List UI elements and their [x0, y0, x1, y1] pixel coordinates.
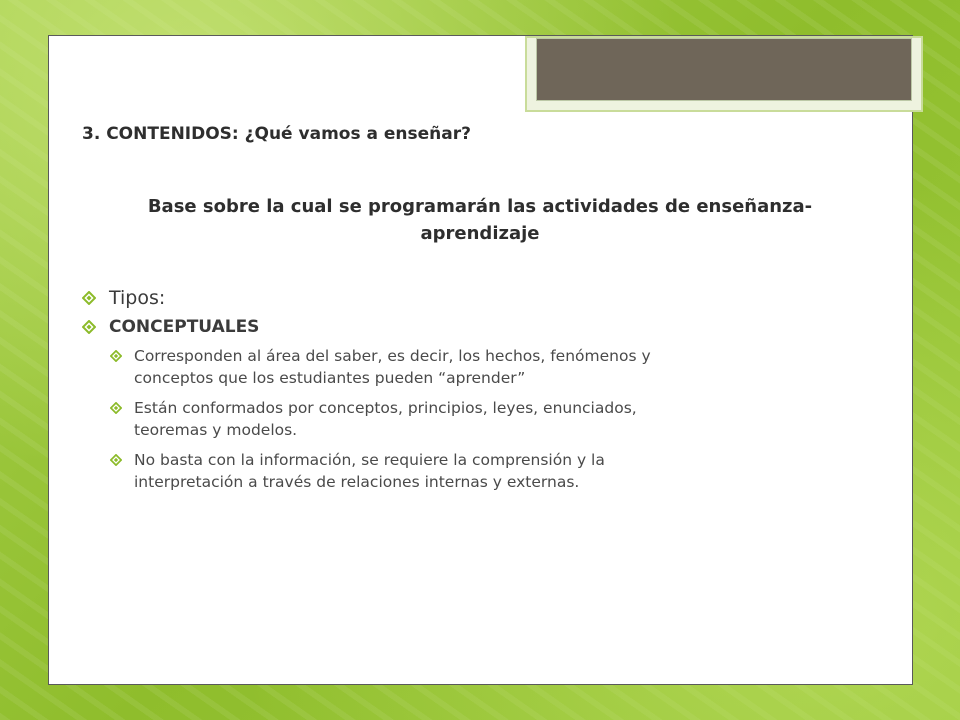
photo-placeholder-frame	[525, 36, 923, 112]
slide-subtitle	[80, 193, 880, 247]
photo-placeholder-image	[536, 38, 912, 101]
sub-bullet-text	[134, 345, 651, 389]
diamond-bullet-icon	[110, 449, 134, 493]
diamond-bullet-icon	[82, 320, 109, 334]
diamond-bullet-icon	[82, 291, 109, 305]
sub-bullet-line: Corresponden al área del saber, es decir, los hechos, fenómenos y	[134, 347, 651, 365]
bullet-list	[82, 287, 862, 501]
subtitle-line-1: Base sobre la cual se programarán las actividades de enseñanza-	[147, 196, 813, 217]
sub-bullet-item	[110, 397, 862, 441]
bullet-item-tipos	[82, 287, 862, 309]
sub-bullet-line: conceptos que los estudiantes pueden “aprender”	[134, 369, 526, 387]
sub-bullet-line: teoremas y modelos.	[134, 421, 298, 439]
diamond-bullet-icon	[110, 345, 134, 389]
slide-heading: 3. CONTENIDOS: ¿Qué vamos a enseñar?	[82, 124, 471, 144]
sub-bullet-line: interpretación a través de relaciones internas y externas.	[134, 473, 580, 491]
sub-bullet-item	[110, 345, 862, 389]
sub-bullet-text	[134, 397, 637, 441]
sub-bullet-list	[110, 345, 862, 493]
bullet-text: Tipos:	[109, 287, 166, 309]
sub-bullet-line: No basta con la información, se requiere la comprensión y la	[134, 451, 605, 469]
sub-bullet-text	[134, 449, 605, 493]
diamond-bullet-icon	[110, 397, 134, 441]
sub-bullet-line: Están conformados por conceptos, principios, leyes, enunciados,	[134, 399, 637, 417]
bullet-item-conceptuales	[82, 317, 862, 337]
subtitle-line-2: aprendizaje	[420, 223, 540, 244]
bullet-text: CONCEPTUALES	[109, 317, 260, 337]
sub-bullet-item	[110, 449, 862, 493]
